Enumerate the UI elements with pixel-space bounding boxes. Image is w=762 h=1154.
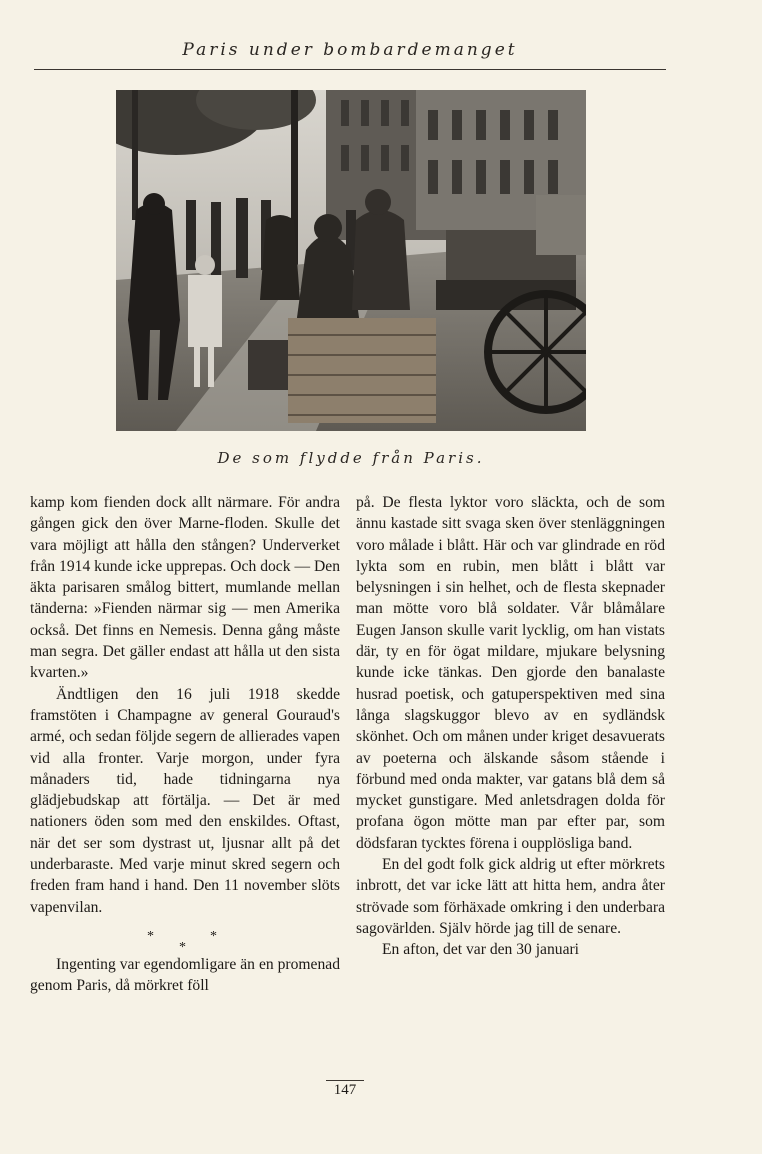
paragraph: En del godt folk gick aldrig ut efter mörkrets inbrott, det var icke lätt att hitta hem, andra åter strövade som förhäxade omkring i den underbara sagovärlden. Själv hörde jag till de senare. [356,856,665,937]
page-number: 147 [333,1082,357,1098]
asterisk: * [179,939,186,955]
paragraph: Ingenting var egendomligare än en promenad genom Paris, då mörkret föll [30,955,340,995]
photograph-refugees-paris [116,90,586,431]
header-rule [34,69,666,70]
photograph-illustration [116,90,586,431]
figure-caption: De som flydde från Paris. [217,449,485,467]
asterisk: * [210,928,217,944]
paragraph: En afton, det var den 30 januari [382,941,580,959]
left-column [30,492,340,997]
section-break-asterism [30,918,340,954]
folio-rule [326,1080,364,1081]
right-column [356,492,665,961]
paragraph: kamp kom fienden dock allt närmare. För andra gången gick den över Marne-floden. Skulle det vara möjligt att hålla den stången? Underverket från 1914 kunde icke upprepas. Och dock — Den äkta parisaren smålog bittert, mumlande mellan tänderna: »Fienden närmar sig — men Amerika också. Det finns en Nemesis. Denna gång måste man segra. Det gäller endast att hålla ut den sista kvarten.» [30,494,340,682]
running-head: Paris under bombardemanget [182,40,518,60]
paragraph: Ändtligen den 16 juli 1918 skedde framstöten i Champagne av general Gouraud's armé, och sedan följde segern de allierades vapen vid alla fronter. Varje morgon, under fyra månaders tid, hade tidningarna nya glädjebudskap att förtälja. — Det är med nationers öden som med den enskildes. Oftast, när det ser som dystrast ut, ljusnar allt på det underbaraste. Med varje minut skred segern och freden fram hand i hand. Den 11 november slöts vapenvilan. [30,685,340,916]
asterisk: * [147,928,154,944]
paragraph: på. De flesta lyktor voro släckta, och de som ännu kastade sitt svaga sken över stenläggningen voro målade i blått. Här och var glindrade en röd lykta som en rubin, men blått i blått var belysningen i sin helhet, och de flesta skepnader man mötte voro blå soldater. Vår blåmålare Eugen Janson skulle varit lycklig, om han vistats där, ty en för ögat mildare, mjukare belysning kunde icke tänkas. Den gjorde den banalaste husrad poetisk, och gatuperspektiven med sina långa slagskuggor blevo av en sydländsk skönhet. Och om månen under kriget desavuerats av poeterna och älskande såsom stående i förbund med onda makter, var gatans blå dem så mycket gunstigare. Med anletsdragen dolda för profana ögon mötte man par efter par, som dödsfaran tycktes förena i oupplösliga band. [356,494,665,852]
